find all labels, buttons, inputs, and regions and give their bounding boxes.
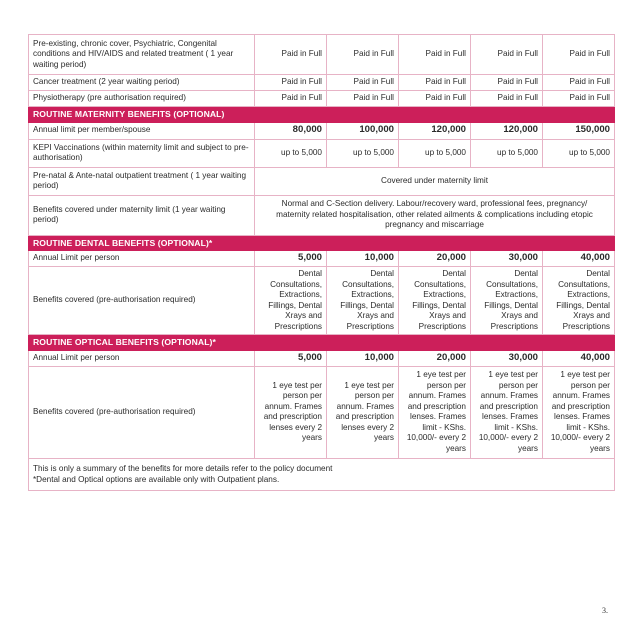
row-value: Paid in Full bbox=[255, 75, 327, 91]
row-value: up to 5,000 bbox=[255, 139, 327, 167]
table-row bbox=[29, 167, 615, 195]
row-label: Cancer treatment (2 year waiting period) bbox=[29, 75, 255, 91]
table-row bbox=[29, 35, 615, 75]
row-value: Paid in Full bbox=[399, 91, 471, 107]
row-value: 1 eye test per person per annum. Frames and prescription lenses every 2 years bbox=[255, 366, 327, 458]
row-label: Annual limit per member/spouse bbox=[29, 122, 255, 139]
limit-value: 40,000 bbox=[543, 350, 615, 366]
footnote bbox=[29, 458, 615, 490]
table-row bbox=[29, 350, 615, 366]
limit-value: 40,000 bbox=[543, 251, 615, 267]
row-value: Paid in Full bbox=[399, 35, 471, 75]
table-row bbox=[29, 75, 615, 91]
row-value: Dental Consultations, Extractions, Fillings, Dental Xrays and Prescriptions bbox=[543, 267, 615, 335]
limit-value: 80,000 bbox=[255, 122, 327, 139]
row-value: Paid in Full bbox=[255, 91, 327, 107]
row-value: Paid in Full bbox=[471, 75, 543, 91]
section-title: ROUTINE MATERNITY BENEFITS (OPTIONAL) bbox=[29, 107, 615, 123]
table-row bbox=[29, 251, 615, 267]
limit-value: 100,000 bbox=[327, 122, 399, 139]
footnote-row bbox=[29, 458, 615, 490]
table-row bbox=[29, 195, 615, 235]
section-title: ROUTINE DENTAL BENEFITS (OPTIONAL)* bbox=[29, 235, 615, 251]
row-label: Pre-existing, chronic cover, Psychiatric, Congenital conditions and HIV/AIDS and related treatment ( 1 year waiting period) bbox=[29, 35, 255, 75]
row-value: 1 eye test per person per annum. Frames and prescription lenses. Frames limit - KShs. 10,000/- every 2 years bbox=[471, 366, 543, 458]
table-row bbox=[29, 91, 615, 107]
limit-value: 5,000 bbox=[255, 350, 327, 366]
row-value: 1 eye test per person per annum. Frames and prescription lenses. Frames limit - KShs. 10,000/- every 2 years bbox=[399, 366, 471, 458]
limit-value: 20,000 bbox=[399, 350, 471, 366]
table-row bbox=[29, 139, 615, 167]
row-label: Annual Limit per person bbox=[29, 251, 255, 267]
page-number: 3. bbox=[602, 606, 608, 615]
row-value: Dental Consultations, Extractions, Fillings, Dental Xrays and Prescriptions bbox=[327, 267, 399, 335]
row-value: up to 5,000 bbox=[399, 139, 471, 167]
row-value: Paid in Full bbox=[255, 35, 327, 75]
row-value: Paid in Full bbox=[327, 75, 399, 91]
section-title: ROUTINE OPTICAL BENEFITS (OPTIONAL)* bbox=[29, 335, 615, 351]
row-value: Paid in Full bbox=[471, 35, 543, 75]
row-value: 1 eye test per person per annum. Frames and prescription lenses every 2 years bbox=[327, 366, 399, 458]
row-value: up to 5,000 bbox=[471, 139, 543, 167]
section-header-maternity bbox=[29, 107, 615, 123]
limit-value: 30,000 bbox=[471, 350, 543, 366]
row-label: Benefits covered (pre-authorisation required) bbox=[29, 366, 255, 458]
limit-value: 120,000 bbox=[399, 122, 471, 139]
row-value: Paid in Full bbox=[543, 91, 615, 107]
section-header-optical bbox=[29, 335, 615, 351]
section-header-dental bbox=[29, 235, 615, 251]
limit-value: 10,000 bbox=[327, 350, 399, 366]
row-label: Pre-natal & Ante-natal outpatient treatment ( 1 year waiting period) bbox=[29, 167, 255, 195]
row-value: Paid in Full bbox=[327, 35, 399, 75]
row-value: Paid in Full bbox=[543, 75, 615, 91]
row-value: Dental Consultations, Extractions, Fillings, Dental Xrays and Prescriptions bbox=[255, 267, 327, 335]
row-value: Dental Consultations, Extractions, Fillings, Dental Xrays and Prescriptions bbox=[399, 267, 471, 335]
row-label: Physiotherapy (pre authorisation required) bbox=[29, 91, 255, 107]
row-value: Paid in Full bbox=[471, 91, 543, 107]
footnote-summary: This is only a summary of the benefits for more details refer to the policy document bbox=[33, 464, 333, 473]
limit-value: 120,000 bbox=[471, 122, 543, 139]
row-value: Dental Consultations, Extractions, Fillings, Dental Xrays and Prescriptions bbox=[471, 267, 543, 335]
row-value: 1 eye test per person per annum. Frames and prescription lenses. Frames limit - KShs. 10,000/- every 2 years bbox=[543, 366, 615, 458]
row-value: Paid in Full bbox=[543, 35, 615, 75]
row-value: Covered under maternity limit bbox=[255, 167, 615, 195]
row-value: up to 5,000 bbox=[327, 139, 399, 167]
table-row bbox=[29, 267, 615, 335]
row-label: Annual Limit per person bbox=[29, 350, 255, 366]
limit-value: 150,000 bbox=[543, 122, 615, 139]
row-label: KEPI Vaccinations (within maternity limit and subject to pre-authorisation) bbox=[29, 139, 255, 167]
row-label: Benefits covered (pre-authorisation required) bbox=[29, 267, 255, 335]
benefits-table bbox=[28, 34, 615, 491]
limit-value: 30,000 bbox=[471, 251, 543, 267]
limit-value: 10,000 bbox=[327, 251, 399, 267]
row-label: Benefits covered under maternity limit (1 year waiting period) bbox=[29, 195, 255, 235]
row-value: Paid in Full bbox=[327, 91, 399, 107]
limit-value: 5,000 bbox=[255, 251, 327, 267]
row-value: Normal and C-Section delivery. Labour/recovery ward, professional fees, pregnancy/ maternity related hospitalisation, other related ailments & complications including etopic pregnancy and miscarriage bbox=[255, 195, 615, 235]
table-row bbox=[29, 122, 615, 139]
limit-value: 20,000 bbox=[399, 251, 471, 267]
table-row bbox=[29, 366, 615, 458]
row-value: Paid in Full bbox=[399, 75, 471, 91]
footnote-dental-optical: *Dental and Optical options are available only with Outpatient plans. bbox=[33, 475, 280, 484]
row-value: up to 5,000 bbox=[543, 139, 615, 167]
